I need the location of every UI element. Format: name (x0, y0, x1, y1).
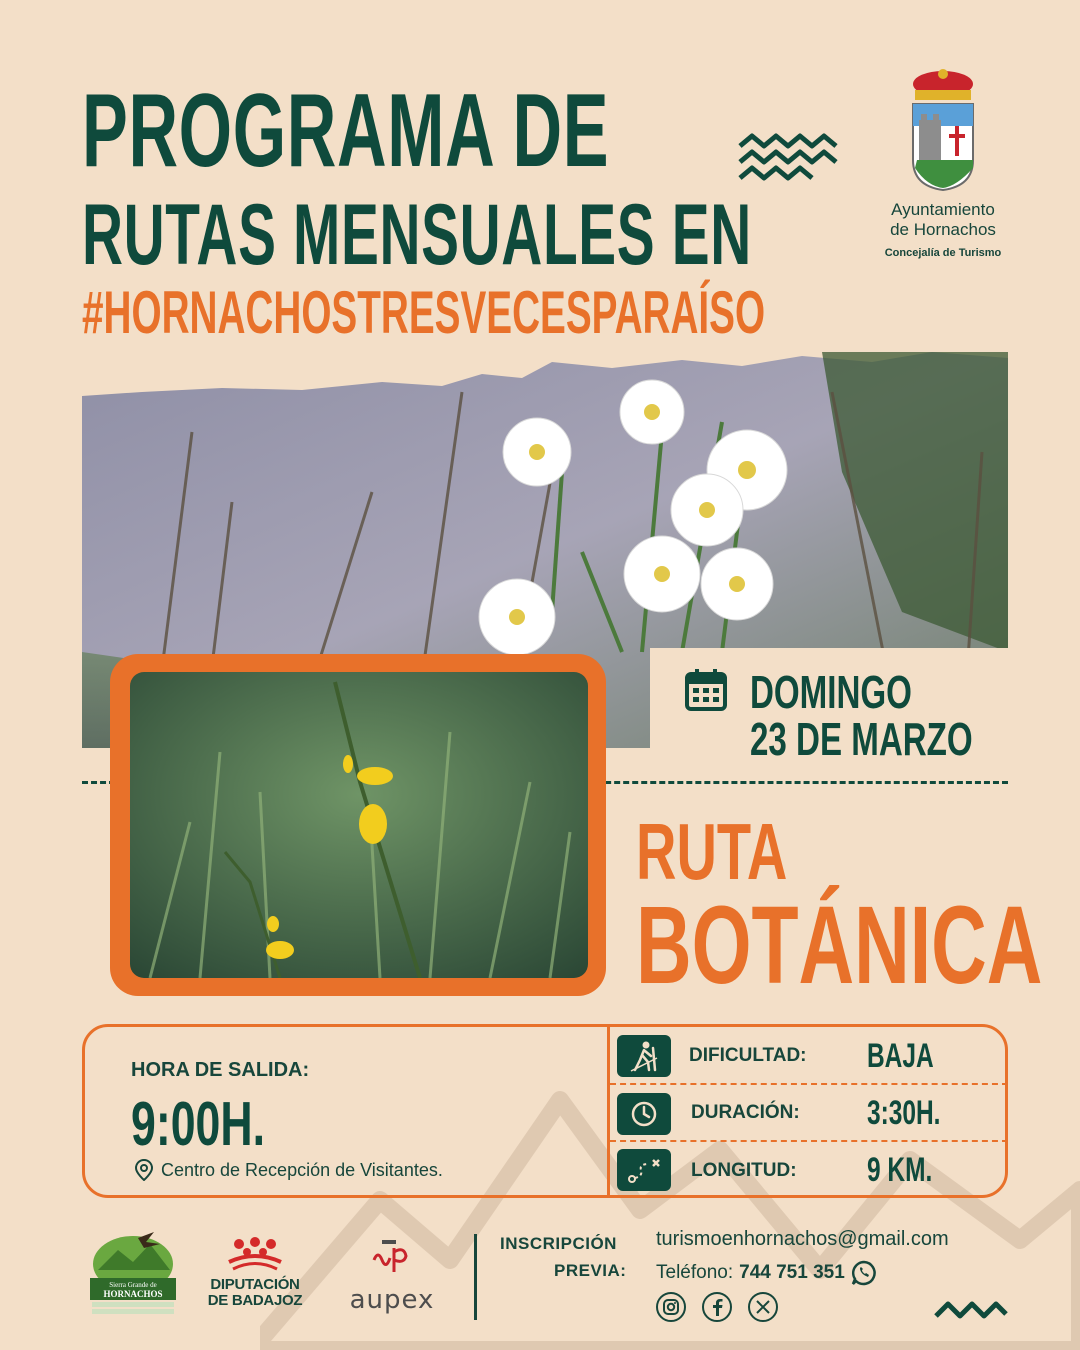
departure-location: Centro de Recepción de Visitantes. (161, 1160, 443, 1180)
aupex-text: aupex (349, 1285, 435, 1315)
info-divider (607, 1027, 610, 1195)
ayuntamiento-logo (870, 68, 1016, 259)
departure-time: 9:00H. (131, 1090, 265, 1159)
route-icon (617, 1149, 671, 1191)
calendar-icon (684, 668, 728, 712)
facebook-icon[interactable] (702, 1292, 732, 1322)
title-line-1: PROGRAMA DE (82, 73, 610, 189)
registration-label-line2: PREVIA: (554, 1261, 627, 1280)
sierra-grande-logo (88, 1230, 178, 1316)
x-icon[interactable] (748, 1292, 778, 1322)
org-name-line-1: Ayuntamiento (891, 200, 995, 219)
instagram-icon[interactable] (656, 1292, 686, 1322)
sierra-line2: HORNACHOS (103, 1289, 163, 1299)
diputacion-emblem-icon (225, 1236, 285, 1272)
whatsapp-icon[interactable] (851, 1260, 877, 1286)
row-separator (610, 1083, 1008, 1085)
departure-label: HORA DE SALIDA: (131, 1059, 310, 1081)
hiker-icon (617, 1035, 671, 1077)
title-line-2: RUTAS MENSUALES EN (82, 187, 752, 283)
route-title-line-2: BOTÁNICA (636, 884, 1043, 1007)
hashtag: #HORNACHOSTRESVECESPARAÍSO (82, 279, 766, 346)
org-name-line-2: de Hornachos (890, 220, 996, 239)
partner-logos (88, 1230, 468, 1320)
crest-icon (907, 68, 979, 192)
difficulty-value: BAJA (867, 1037, 934, 1075)
aupex-logo (342, 1236, 442, 1315)
diputacion-line2: DE BADAJOZ (207, 1292, 303, 1309)
duration-label: DURACIÓN: (691, 1102, 800, 1123)
duration-value: 3:30H. (867, 1094, 941, 1132)
route-title-line-1: RUTA (636, 807, 788, 896)
diputacion-logo (204, 1236, 306, 1309)
diputacion-line1: DIPUTACIÓN (210, 1276, 300, 1293)
registration-label-line1: INSCRIPCIÓN (500, 1234, 617, 1253)
contact-email[interactable]: turismoenhornachos@gmail.com (656, 1228, 949, 1250)
event-day: DOMINGO (750, 666, 912, 718)
length-label: LONGITUD: (691, 1160, 797, 1181)
clock-icon (617, 1093, 671, 1135)
org-department: Concejalía de Turismo (884, 247, 1002, 259)
footer-divider (474, 1234, 477, 1320)
waves-icon (934, 1298, 1008, 1320)
phone-number: 744 751 351 (739, 1262, 845, 1283)
broom-photo-frame (110, 654, 606, 996)
waves-icon (738, 132, 842, 182)
contact-phone[interactable] (656, 1260, 877, 1286)
route-info-box (82, 1024, 1008, 1198)
event-date: 23 DE MARZO (750, 713, 973, 765)
aupex-emblem-icon (364, 1236, 420, 1276)
social-links (656, 1292, 778, 1322)
broom-photo (130, 672, 588, 978)
length-value: 9 KM. (867, 1151, 933, 1189)
difficulty-label: DIFICULTAD: (689, 1045, 807, 1066)
location-pin-icon (135, 1159, 153, 1181)
sierra-line1: Sierra Grande de (109, 1281, 157, 1289)
phone-label: Teléfono: (656, 1262, 734, 1283)
row-separator (610, 1140, 1008, 1142)
